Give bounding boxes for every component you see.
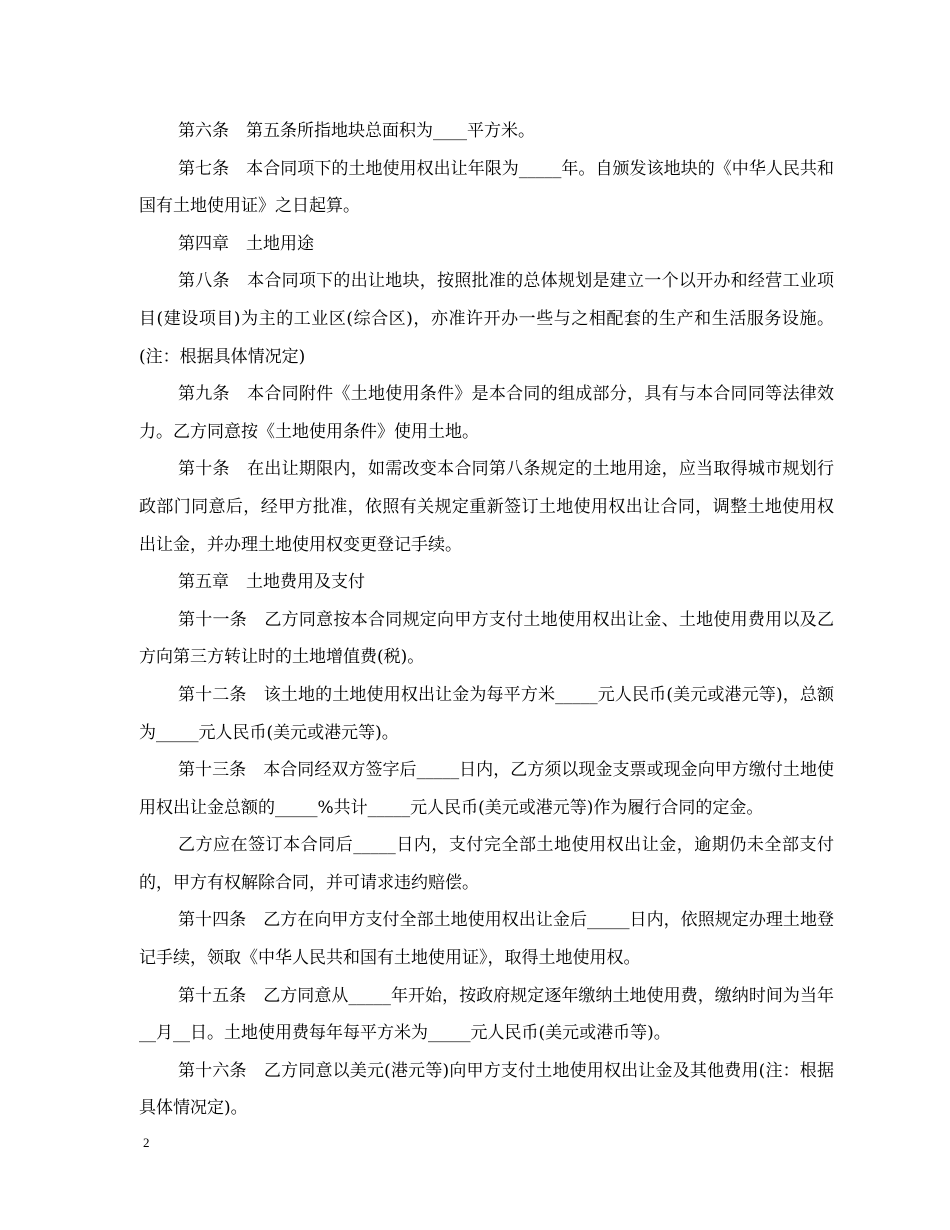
page-number: 2 [143,1135,150,1150]
paragraph-article-15: 第十五条 乙方同意从_____年开始，按政府规定逐年缴纳土地使用费，缴纳时间为当年__月__日。土地使用费每年每平方米为_____元人民币(美元或港币等)。 [139,985,834,1044]
document-page [139,113,834,1128]
heading-chapter-5: 第五章 土地费用及支付 [178,572,365,593]
paragraph-article-12: 第十二条 该土地的土地使用权出让金为每平方米_____元人民币(美元或港元等)，总额为_____元人民币(美元或港元等)。 [139,684,834,743]
paragraph-article-10: 第十条 在出让期限内，如需改变本合同第八条规定的土地用途，应当取得城市规划行政部门同意后，经甲方批准，依照有关规定重新签订土地使用权出让合同，调整土地使用权出让金，并办理土地使用权变更登记手续。 [139,459,834,555]
paragraph-article-9: 第九条 本合同附件《土地使用条件》是本合同的组成部分，具有与本合同同等法律效力。乙方同意按《土地使用条件》使用土地。 [139,384,834,442]
heading-chapter-4: 第四章 土地用途 [178,233,314,254]
paragraph-article-14: 第十四条 乙方在向甲方支付全部土地使用权出让金后_____日内，依照规定办理土地登记手续，领取《中华人民共和国有土地使用证》，取得土地使用权。 [139,910,834,969]
paragraph-article-13: 第十三条 本合同经双方签字后_____日内，乙方须以现金支票或现金向甲方缴付土地使用权出让金总额的_____%共计_____元人民币(美元或港元等)作为履行合同的定金。 [139,760,834,818]
paragraph-article-16: 第十六条 乙方同意以美元(港元等)向甲方支付土地使用权出让金及其他费用(注：根据具体情况定)。 [139,1060,834,1119]
paragraph-article-8: 第八条 本合同项下的出让地块，按照批准的总体规划是建立一个以开办和经营工业项目(建设项目)为主的工业区(综合区)，亦准许开办一些与之相配套的生产和生活服务设施。(注：根据具体情况定) [139,271,834,367]
paragraph-article-13-continued: 乙方应在签订本合同后_____日内，支付完全部土地使用权出让金，逾期仍未全部支付的，甲方有权解除合同，并可请求违约赔偿。 [139,835,834,893]
paragraph-article-7: 第七条 本合同项下的土地使用权出让年限为_____年。自颁发该地块的《中华人民共和国有土地使用证》之日起算。 [139,158,834,217]
paragraph-article-6: 第六条 第五条所指地块总面积为____平方米。 [178,121,535,141]
paragraph-article-11: 第十一条 乙方同意按本合同规定向甲方支付土地使用权出让金、土地使用费用以及乙方向第三方转让时的土地增值费(税)。 [139,609,834,668]
